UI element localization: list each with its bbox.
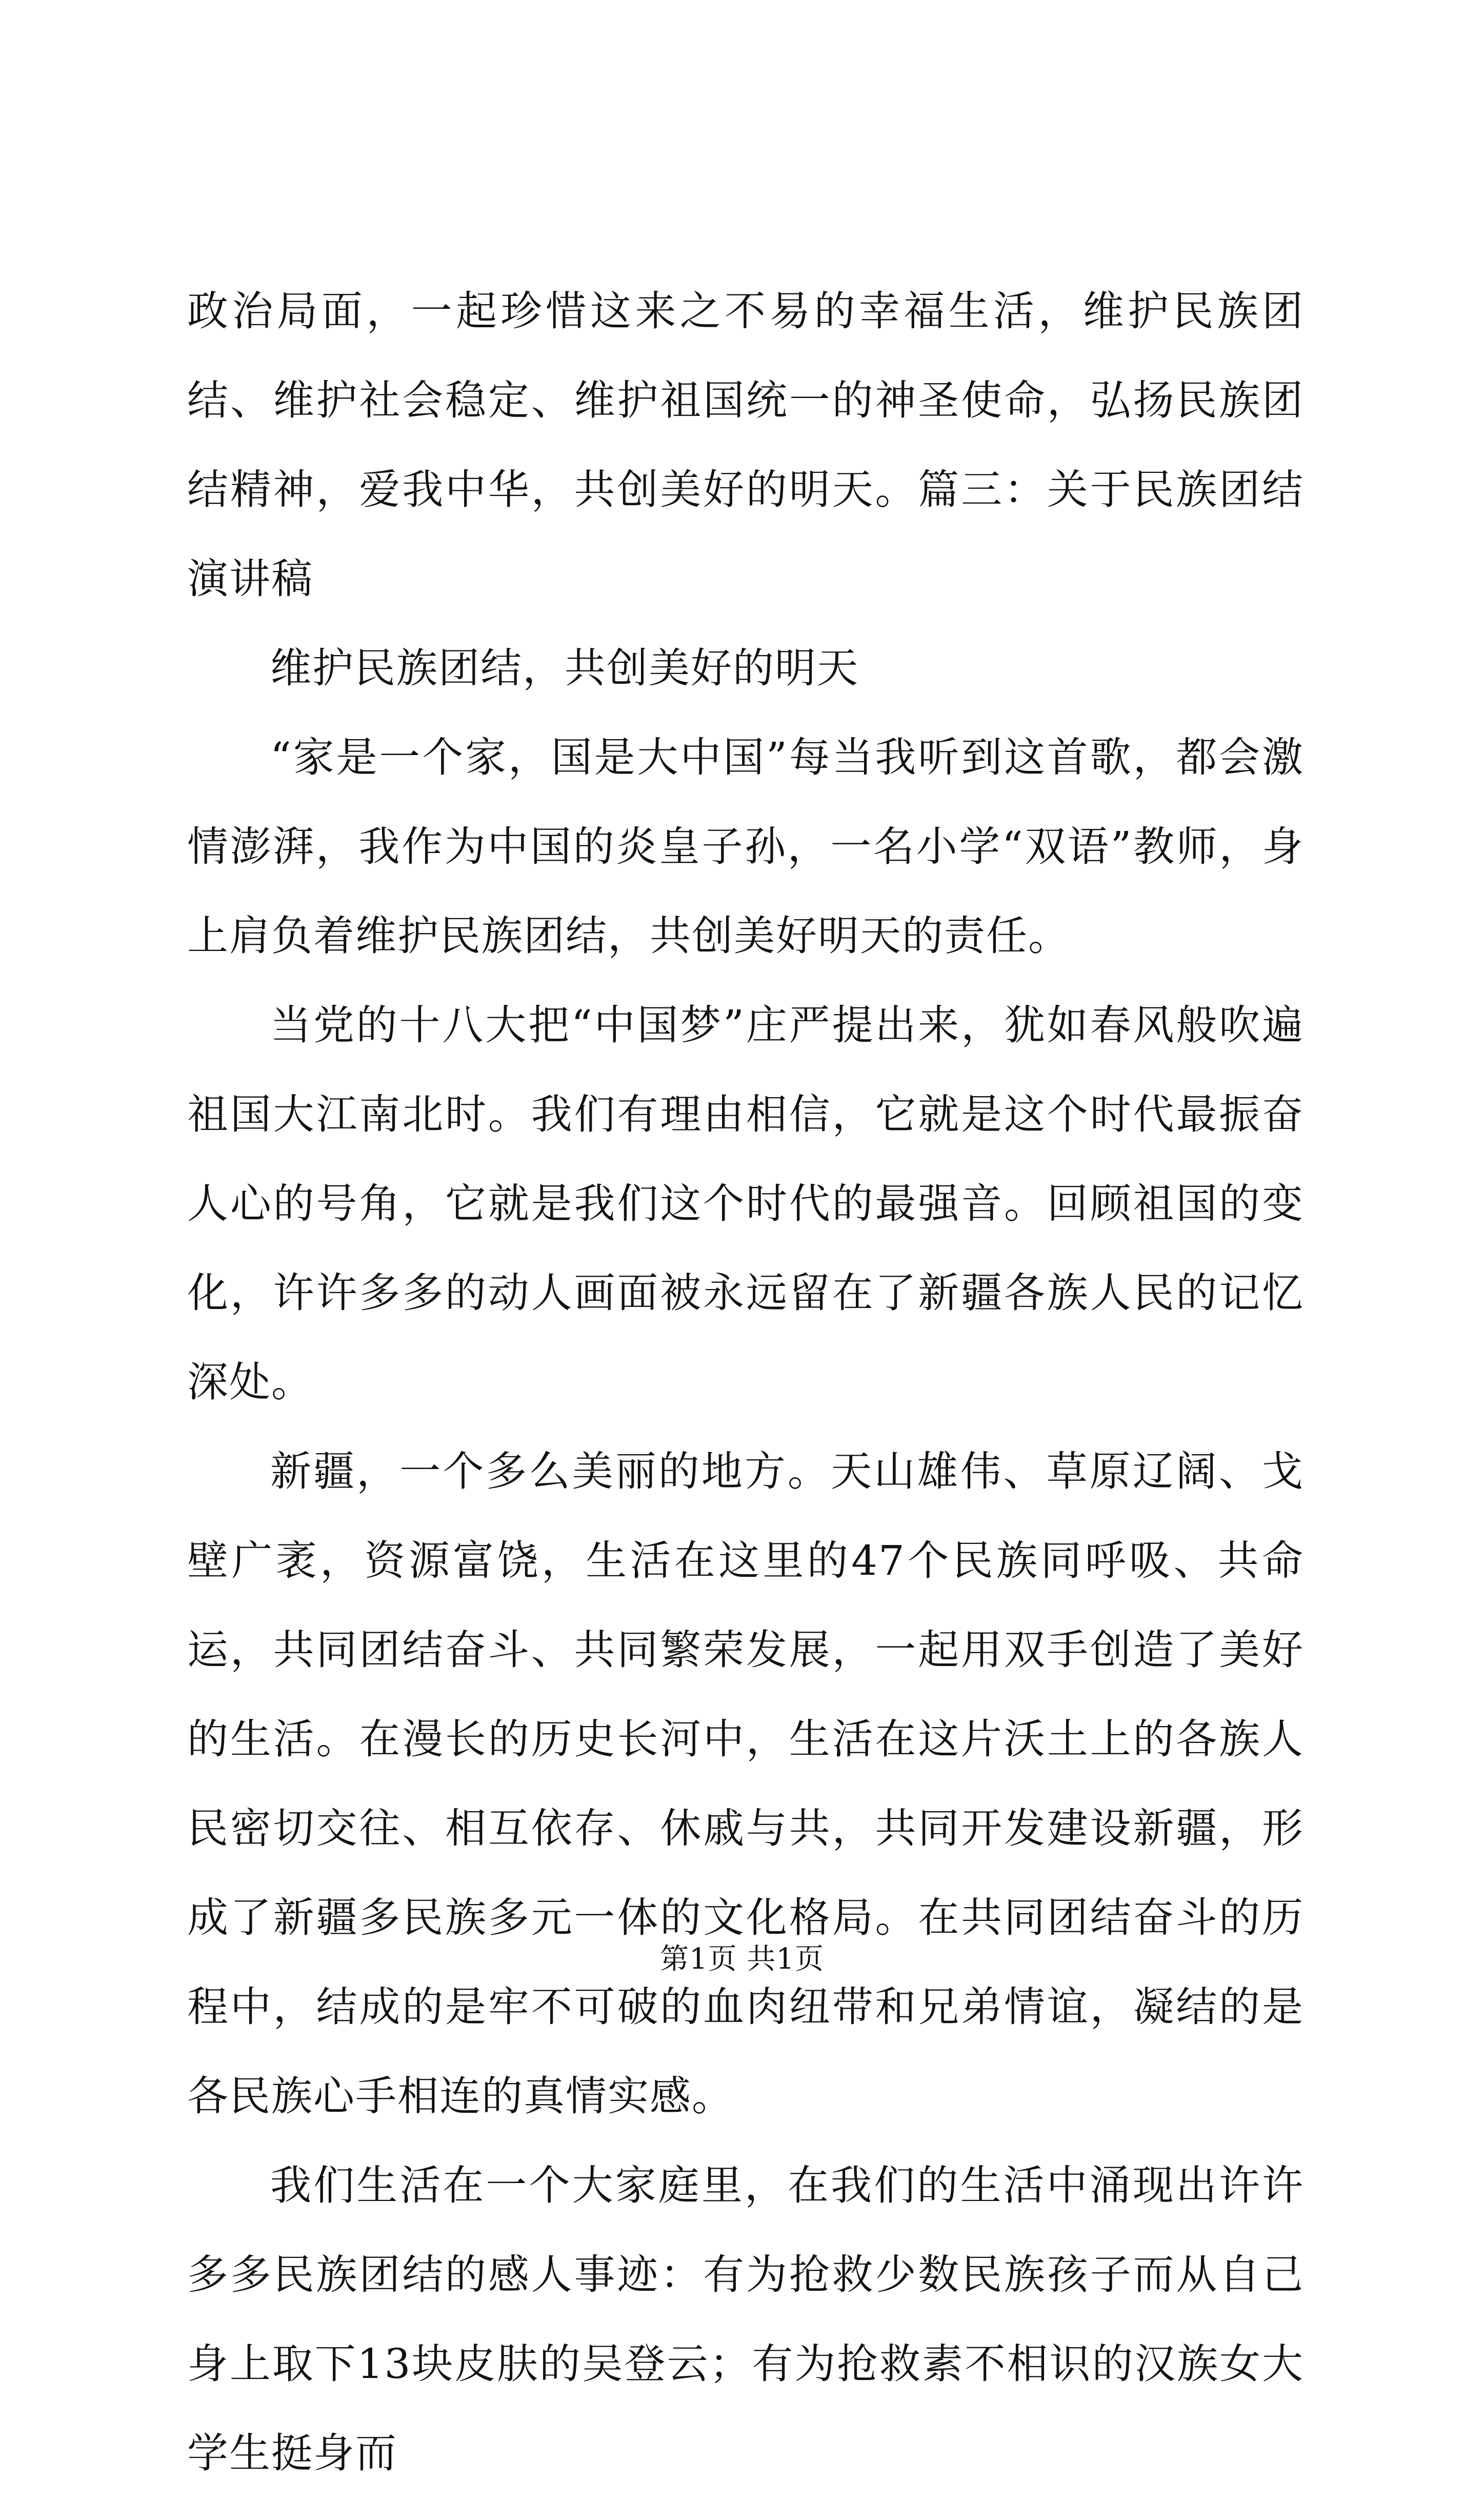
paragraph-1: 政治局面，一起珍惜这来之不易的幸福生活，维护民族团结、维护社会稳定、维护祖国统一的神圣使命，弘扬民族团结精神，爱我中华，共创美好的明天。篇三：关于民族团结演讲稿: [187, 287, 1304, 603]
document-body: [187, 267, 1304, 2498]
paragraph-3: “家是一个家，国是大中国”每当我听到这首歌，都会激情澎湃，我作为中国的炎皇子孙，一名小学“双语”教师，身上肩负着维护民族团结，共创美好明天的责任。: [187, 733, 1304, 960]
paragraph-5: 新疆，一个多么美丽的地方。天山雄伟、草原辽阔、戈壁广袤，资源富饶，生活在这里的47个民族同呼吸、共命运，共同团结奋斗、共同繁荣发展，一起用双手创造了美好的生活。在漫长的历史长河中，生活在这片沃土上的各族人民密切交往、相互依存、休戚与共，共同开发建设新疆，形成了新疆多民族多元一体的文化格局。在共同团结奋斗的历程中，结成的是牢不可破的血肉纽带和兄弟情谊，凝结的是各民族心手相连的真情实感。: [187, 1448, 1304, 2120]
paragraph-6: 我们生活在一个大家庭里，在我们的生活中涌现出许许多多民族团结的感人事迹：有为抢救少数民族孩子而从自己身上取下13块皮肤的吴登云；有为抢救素不相识的汉族女大学生挺身而: [187, 2162, 1304, 2477]
page-footer: 第1页 共1页: [659, 1942, 825, 1976]
paragraph-title: 维护民族团结，共创美好的明天: [270, 644, 859, 692]
paragraph-4: 当党的十八大把“中国梦”庄严提出来，犹如春风般吹遍祖国大江南北时。我们有理由相信，它就是这个时代最振奋人心的号角，它就是我们这个时代的最强音。回顾祖国的变化，许许多多的动人画面被永远留在了新疆各族人民的记忆深处。: [187, 1001, 1304, 1406]
